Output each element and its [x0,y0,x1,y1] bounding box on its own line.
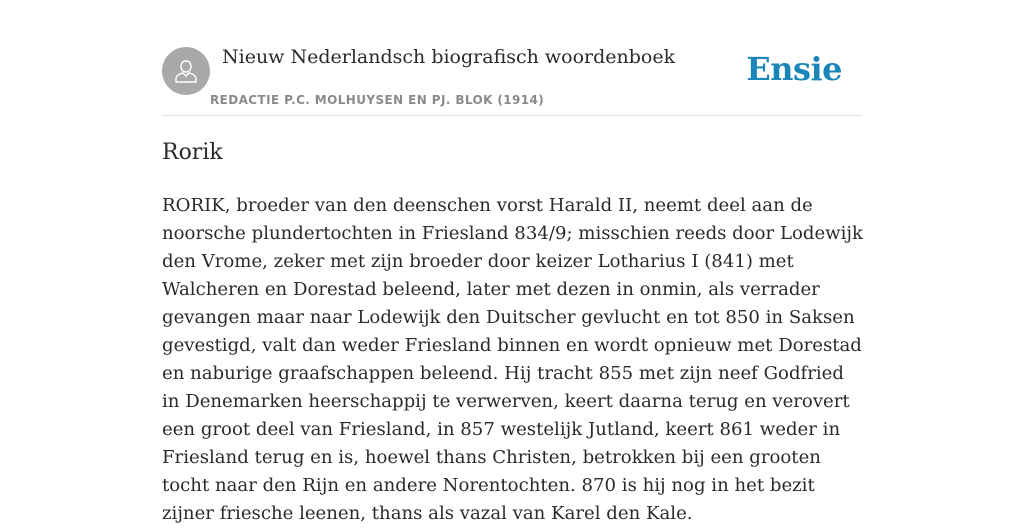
book-header [162,40,862,116]
entry-title: Rorik [162,140,223,165]
user-silhouette-glyph [172,57,200,85]
ensie-logo[interactable]: Ensie [746,50,842,88]
entry-body: RORIK, broeder van den deenschen vorst Harald II, neemt deel aan de noorsche plundertochten in Friesland 834/9; misschien reeds door Lodewijk den Vrome, zeker met zijn broeder door keizer Lotharius I (841) met Walcheren en Dorestad beleend, later met dezen in onmin, als verrader gevangen maar naar Lodewijk den Duitscher gevlucht en tot 850 in Saksen gevestigd, valt dan weder Friesland binnen en wordt opnieuw met Dorestad en naburige graafschappen beleend. Hij tracht 855 met zijn neef Godfried in Denemarken heerschappij te verwerven, keert daarna terug en verovert een groot deel van Friesland, in 857 westelijk Jutland, keert 861 weder in Friesland terug en is, hoewel thans Christen, betrokken bij een grooten tocht naar den Rijn en andere Norentochten. 870 is hij nog in het bezit zijner friesche leenen, thans als vazal van Karel den Kale. [162,195,864,524]
book-title[interactable]: Nieuw Nederlandsch biografisch woordenboek [222,46,676,68]
user-silhouette-icon[interactable] [162,47,210,95]
book-editors: REDACTIE P.C. MOLHUYSEN EN PJ. BLOK (1914) [210,93,545,107]
